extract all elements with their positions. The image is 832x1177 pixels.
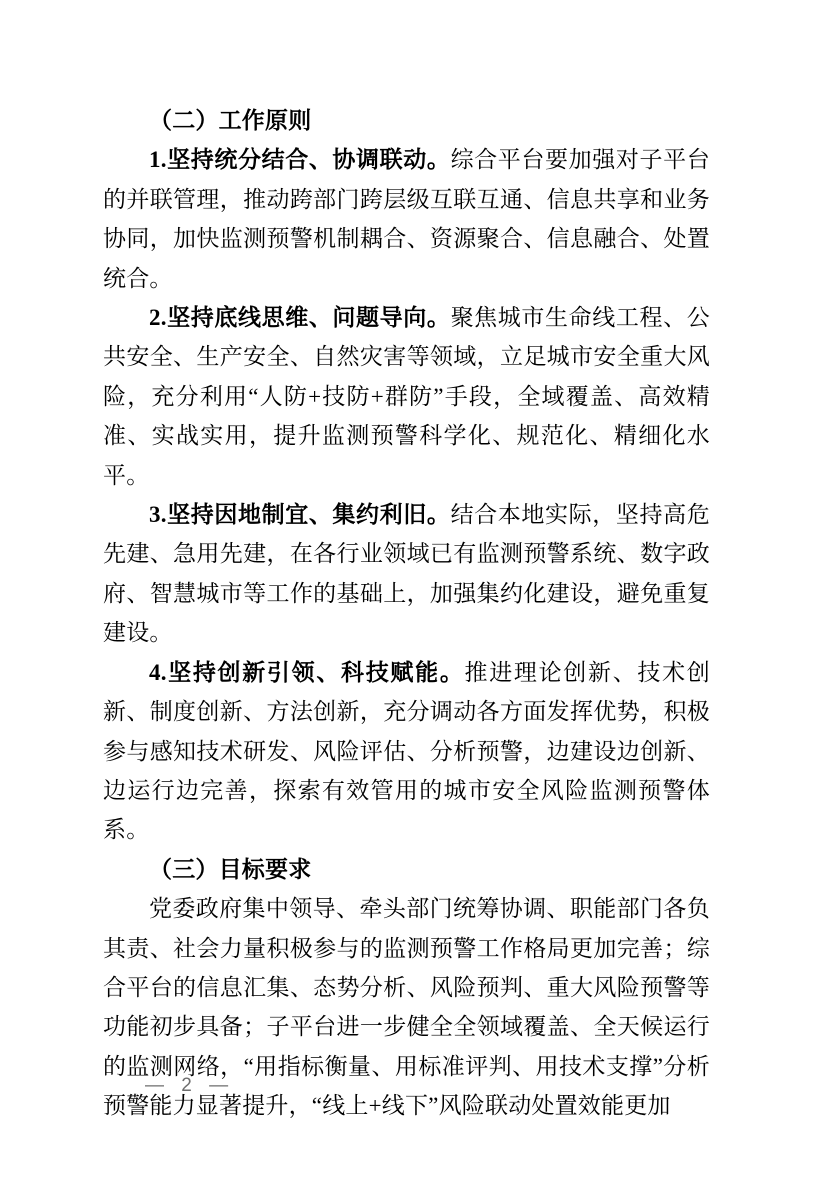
paragraph-lead: 4.坚持创新引领、科技赋能。 <box>149 659 465 685</box>
section-heading: （二）工作原则 <box>149 108 312 133</box>
paragraph-text: 综合平台要加强对子平台的并联管理，推动跨部门跨层级互联互通、信息共享和业务协同，加快监测预警机制耦合、资源聚合、信息融合、处置统合。 <box>103 147 710 291</box>
paragraph-text: 结合本地实际，坚持高危先建、急用先建，在各行业领域已有监测预警系统、数字政府、智慧城市等工作的基础上，加强集约化建设，避免重复建设。 <box>103 502 710 646</box>
paragraph-lead: 2.坚持底线思维、问题导向。 <box>149 305 451 331</box>
document-body <box>103 101 710 1126</box>
paragraph-text: 聚焦城市生命线工程、公共安全、生产安全、自然灾害等领域，立足城市安全重大风险，充分利用“人防+技防+群防”手段，全域覆盖、高效精准、实战实用，提升监测预警科学化、规范化、精细化水平。 <box>103 305 710 488</box>
paragraph <box>103 298 710 495</box>
paragraph <box>103 140 710 298</box>
page-footer <box>145 1072 234 1100</box>
section-heading: （三）目标要求 <box>149 856 312 882</box>
paragraph <box>103 653 710 850</box>
paragraph <box>103 495 710 653</box>
paragraph-lead: 3.坚持因地制宜、集约利旧。 <box>149 502 451 528</box>
paragraph-text: 党委政府集中领导、牵头部门统筹协调、职能部门各负其责、社会力量积极参与的监测预警工作格局更加完善；综合平台的信息汇集、态势分析、风险预判、重大风险预警等功能初步具备；子平台进一步健全全领域覆盖、全天候运行的监测网络，“用指标衡量、用标准评判、用技术支撑”分析预警能力显著提升，“线上+线下”风险联动处置效能更加 <box>103 896 710 1119</box>
page-number: — 2 — <box>145 1075 235 1096</box>
paragraph-lead: 1.坚持统分结合、协调联动。 <box>149 147 451 173</box>
paragraph-text: 推进理论创新、技术创新、制度创新、方法创新，充分调动各方面发挥优势，积极参与感知技术研发、风险评估、分析预警，边建设边创新、边运行边完善，探索有效管用的城市安全风险监测预警体系。 <box>103 659 710 843</box>
